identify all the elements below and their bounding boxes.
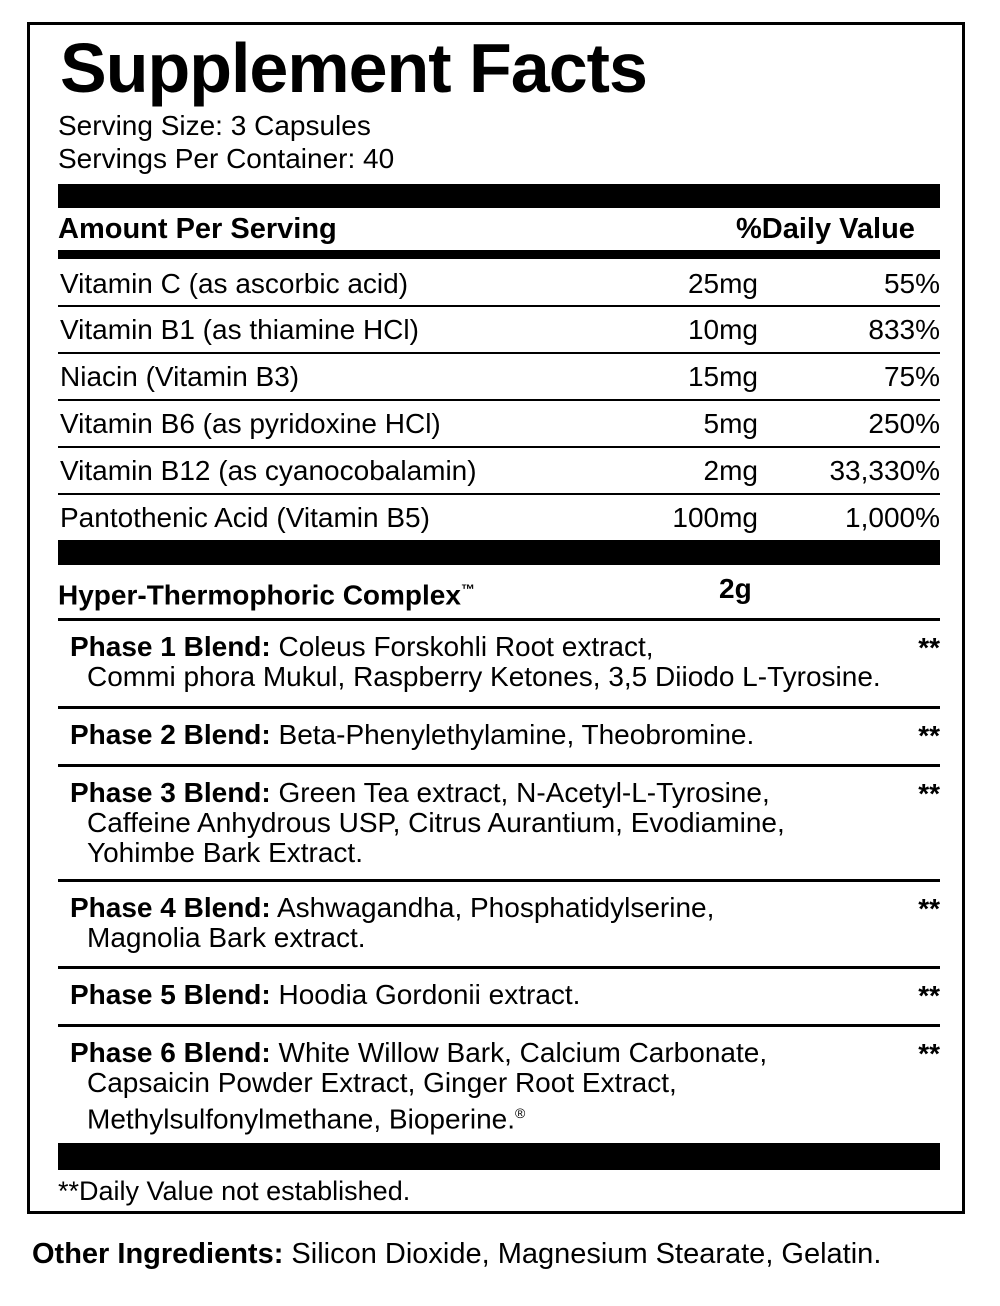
blend-ingredients-continued: Caffeine Anhydrous USP, Citrus Aurantium, Evodiamine, <box>87 807 785 838</box>
blend-daily-value: ** <box>918 893 940 924</box>
blend-ingredients-continued: Commi phora Mukul, Raspberry Ketones, 3,5 Diiodo L-Tyrosine. <box>87 661 881 692</box>
nutrient-name: Niacin (Vitamin B3) <box>60 361 300 392</box>
blend-daily-value: ** <box>918 778 940 809</box>
nutrient-row <box>58 260 940 307</box>
nutrient-amount: 25mg <box>687 268 758 299</box>
servings-per-container: Servings Per Container: 40 <box>58 143 395 174</box>
blend-ingredients: White Willow Bark, Calcium Carbonate, <box>270 1037 768 1068</box>
medium-divider <box>58 250 940 259</box>
blend-ingredients-continued: Yohimbe Bark Extract. <box>87 837 363 868</box>
thick-divider <box>58 1143 940 1170</box>
nutrient-amount: 2mg <box>703 455 758 486</box>
blend-daily-value: ** <box>918 980 940 1011</box>
blend-ingredients: Green Tea extract, N-Acetyl-L-Tyrosine, <box>270 777 770 808</box>
blend-name: Phase 3 Blend: <box>70 777 271 808</box>
nutrient-row <box>58 494 940 541</box>
blend-name: Phase 4 Blend: <box>70 892 271 923</box>
footnote: **Daily Value not established. <box>58 1176 411 1206</box>
blend-ingredients-continued: Methylsulfonylmethane, Bioperine.® <box>87 1103 526 1135</box>
label-title: Supplement Facts <box>60 29 647 107</box>
nutrient-row <box>58 353 940 400</box>
nutrient-daily-value: 75% <box>883 361 940 392</box>
blend-daily-value: ** <box>918 720 940 751</box>
blend-divider <box>58 1024 940 1027</box>
blend-daily-value: ** <box>918 632 940 663</box>
nutrient-amount: 5mg <box>703 408 758 439</box>
nutrient-row <box>58 306 940 353</box>
blend-name: Phase 2 Blend: <box>70 719 271 750</box>
nutrient-amount: 15mg <box>687 361 758 392</box>
complex-amount: 2g <box>719 573 752 604</box>
blend-row <box>70 778 940 868</box>
blend-ingredients: Hoodia Gordonii extract. <box>270 979 581 1010</box>
blend-row <box>70 720 940 750</box>
blend-row <box>70 893 940 953</box>
blend-row <box>70 980 940 1010</box>
nutrient-daily-value: 55% <box>883 268 940 299</box>
blend-row <box>70 1038 940 1134</box>
blend-name: Phase 5 Blend: <box>70 979 271 1010</box>
nutrient-name: Pantothenic Acid (Vitamin B5) <box>60 502 430 533</box>
complex-name: Hyper-Thermophoric Complex™ <box>58 579 475 611</box>
blend-row <box>70 632 940 692</box>
nutrient-daily-value: 833% <box>868 314 940 345</box>
blend-name: Phase 1 Blend: <box>70 631 271 662</box>
blend-divider <box>58 764 940 767</box>
blend-ingredients: Coleus Forskohli Root extract, <box>270 631 654 662</box>
serving-size: Serving Size: 3 Capsules <box>58 110 371 141</box>
nutrient-name: Vitamin C (as ascorbic acid) <box>60 268 409 299</box>
nutrient-name: Vitamin B12 (as cyanocobalamin) <box>60 455 477 486</box>
nutrient-daily-value: 250% <box>868 408 940 439</box>
blend-ingredients: Ashwagandha, Phosphatidylserine, <box>270 892 715 923</box>
nutrient-row <box>58 447 940 494</box>
nutrient-name: Vitamin B1 (as thiamine HCl) <box>60 314 419 345</box>
blend-name: Phase 6 Blend: <box>70 1037 271 1068</box>
registered-mark: ® <box>515 1105 526 1121</box>
blend-divider <box>58 879 940 882</box>
nutrient-daily-value: 33,330% <box>829 455 940 486</box>
other-ingredients: Other Ingredients: Silicon Dioxide, Magnesium Stearate, Gelatin. <box>32 1238 882 1270</box>
blend-divider <box>58 966 940 969</box>
blend-divider <box>58 618 940 621</box>
nutrient-row <box>58 400 940 447</box>
blend-divider <box>58 706 940 709</box>
nutrient-name: Vitamin B6 (as pyridoxine HCl) <box>60 408 441 439</box>
blend-ingredients: Beta-Phenylethylamine, Theobromine. <box>270 719 755 750</box>
nutrient-amount: 100mg <box>672 502 758 533</box>
thick-divider <box>58 184 940 208</box>
nutrient-amount: 10mg <box>687 314 758 345</box>
amount-per-serving-header: Amount Per Serving <box>58 213 337 245</box>
nutrient-daily-value: 1,000% <box>845 502 940 533</box>
blend-ingredients-continued: Capsaicin Powder Extract, Ginger Root Extract, <box>87 1067 677 1098</box>
daily-value-header: %Daily Value <box>736 213 915 245</box>
blend-ingredients-continued: Magnolia Bark extract. <box>87 922 366 953</box>
thick-divider <box>58 540 940 565</box>
blend-daily-value: ** <box>918 1038 940 1069</box>
